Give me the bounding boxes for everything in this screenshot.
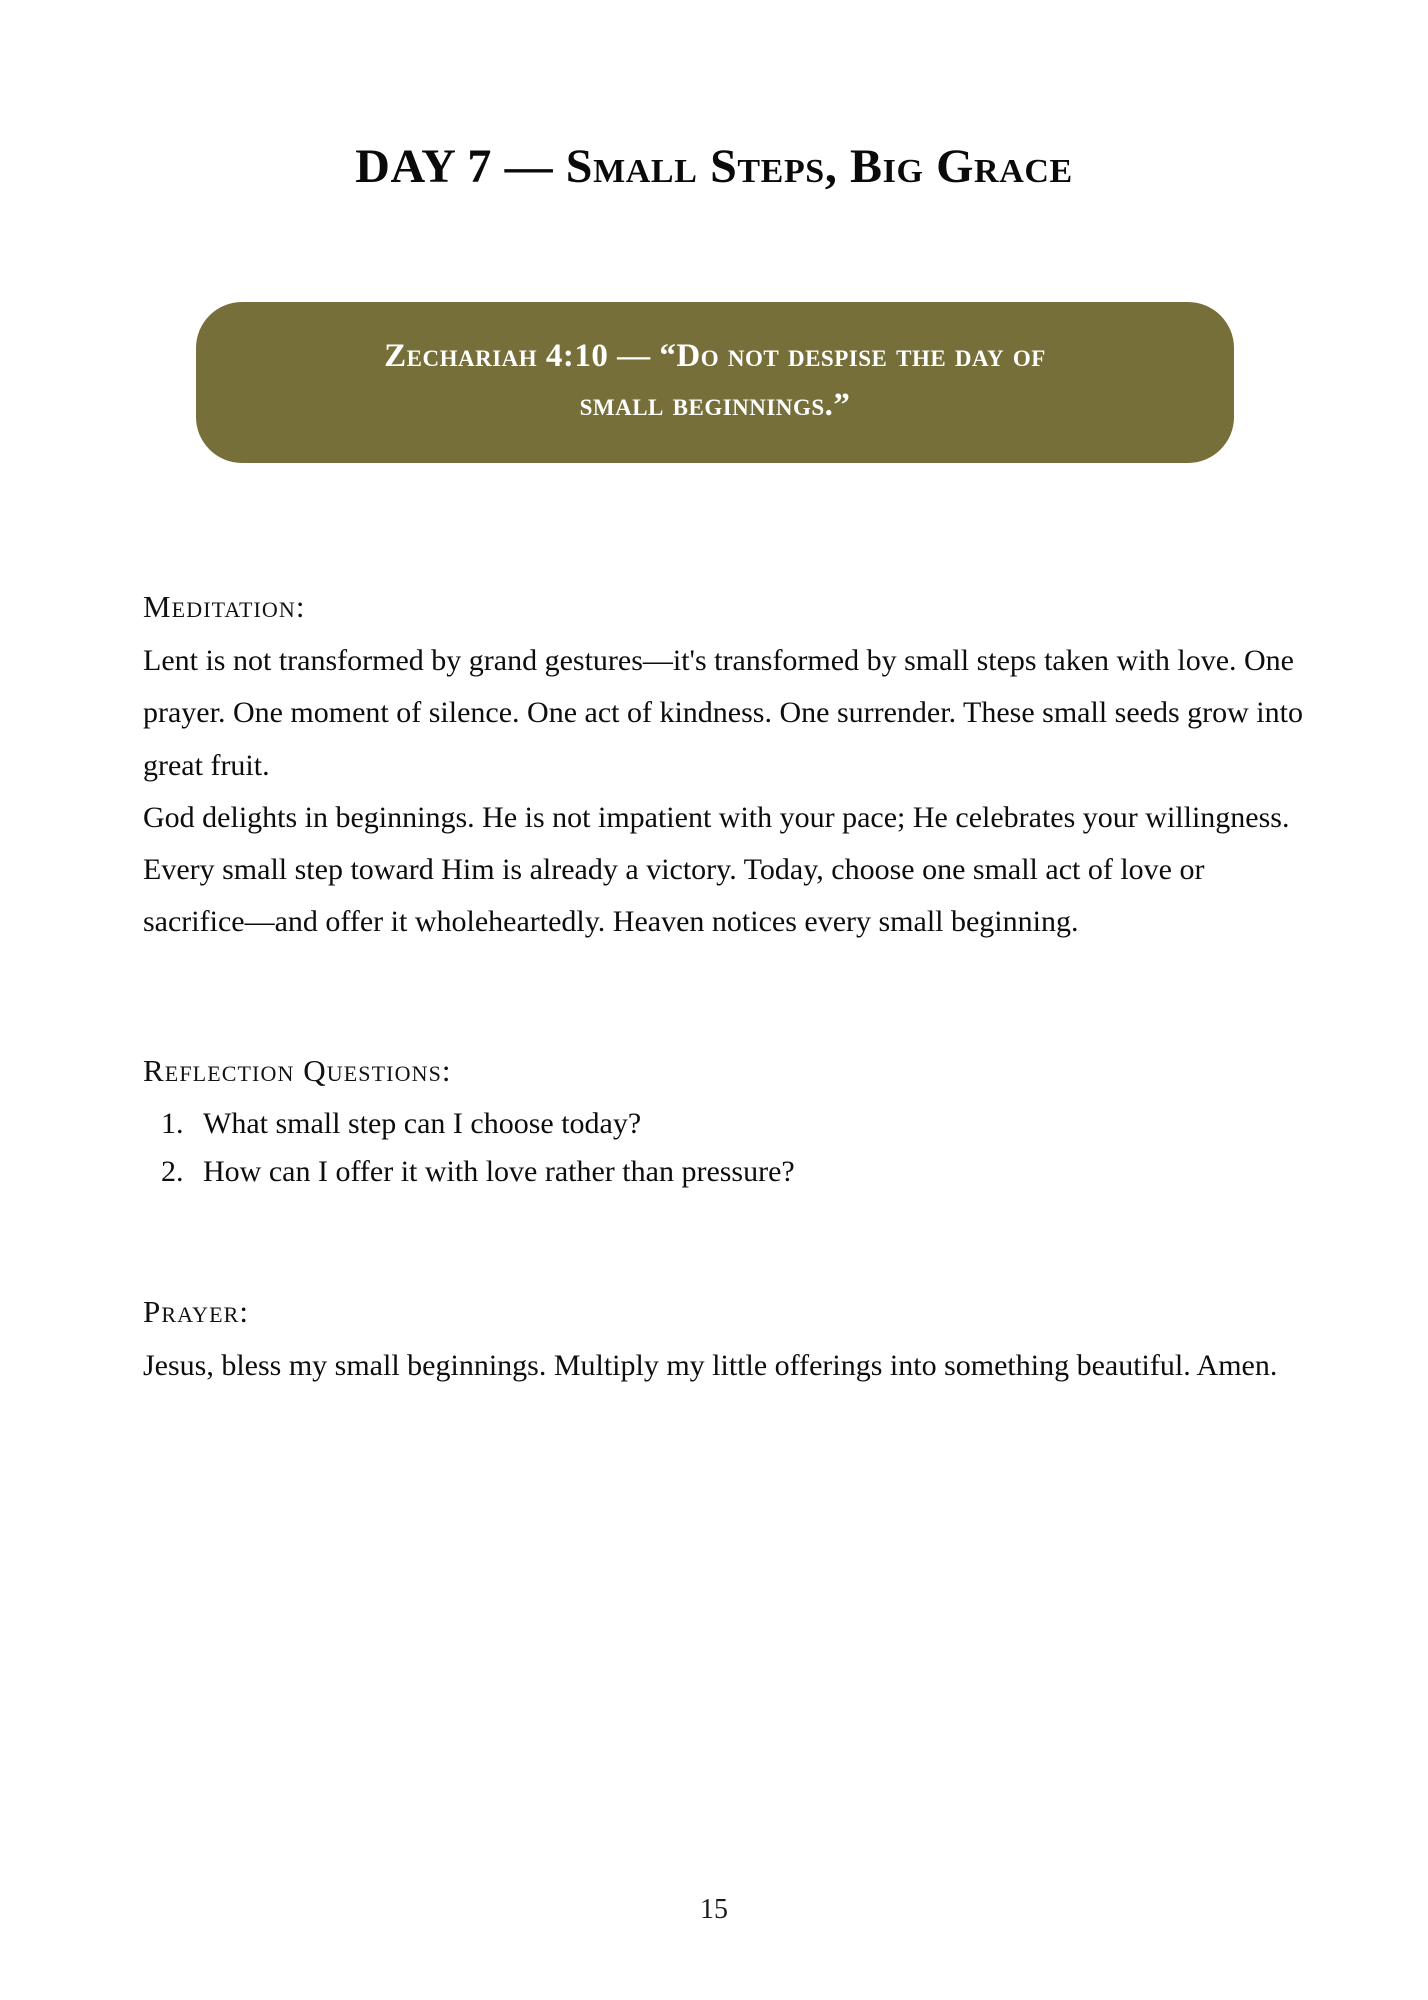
scripture-line-1: Zechariah 4:10 — “Do not despise the day of [384, 338, 1046, 374]
meditation-heading: Meditation: [143, 589, 306, 624]
reflection-questions-heading: Reflection Questions: [143, 1053, 452, 1089]
prayer-heading: Prayer: [143, 1293, 250, 1329]
list-item [143, 1148, 1303, 1197]
prayer-text: Jesus, bless my small beginnings. Multiply my little offerings into something beautiful. Amen. [143, 1348, 1278, 1382]
document-body [143, 588, 1303, 1392]
scripture-line-2: small beginnings.” [579, 386, 851, 423]
list-item-number: 1. [161, 1106, 184, 1140]
list-item-text: What small step can I choose today? [203, 1106, 642, 1140]
meditation-paragraph-1: Lent is not transformed by grand gestures—it's transformed by small steps taken with love. One prayer. One moment of silence. One act of kindness. One surrender. These small seeds grow into great fruit. [143, 644, 1303, 782]
meditation-paragraph-2: God delights in beginnings. He is not impatient with your pace; He celebrates your willingness. Every small step toward Him is already a victory. Today, choose one small act of love or sacrifice—and offer it wholeheartedly. Heaven notices every small beginning. [143, 800, 1290, 939]
section-spacer [143, 948, 1303, 1052]
page-number: 15 [700, 1894, 728, 1925]
list-item-text: How can I offer it with love rather than pressure? [203, 1155, 795, 1189]
list-item-number: 2. [161, 1155, 184, 1189]
list-item [143, 1100, 1303, 1149]
scripture-callout-box [196, 302, 1234, 463]
section-spacer [143, 1197, 1303, 1293]
reflection-questions-list [143, 1100, 1303, 1197]
page-title: DAY 7 — Small Steps, Big Grace [355, 140, 1073, 194]
